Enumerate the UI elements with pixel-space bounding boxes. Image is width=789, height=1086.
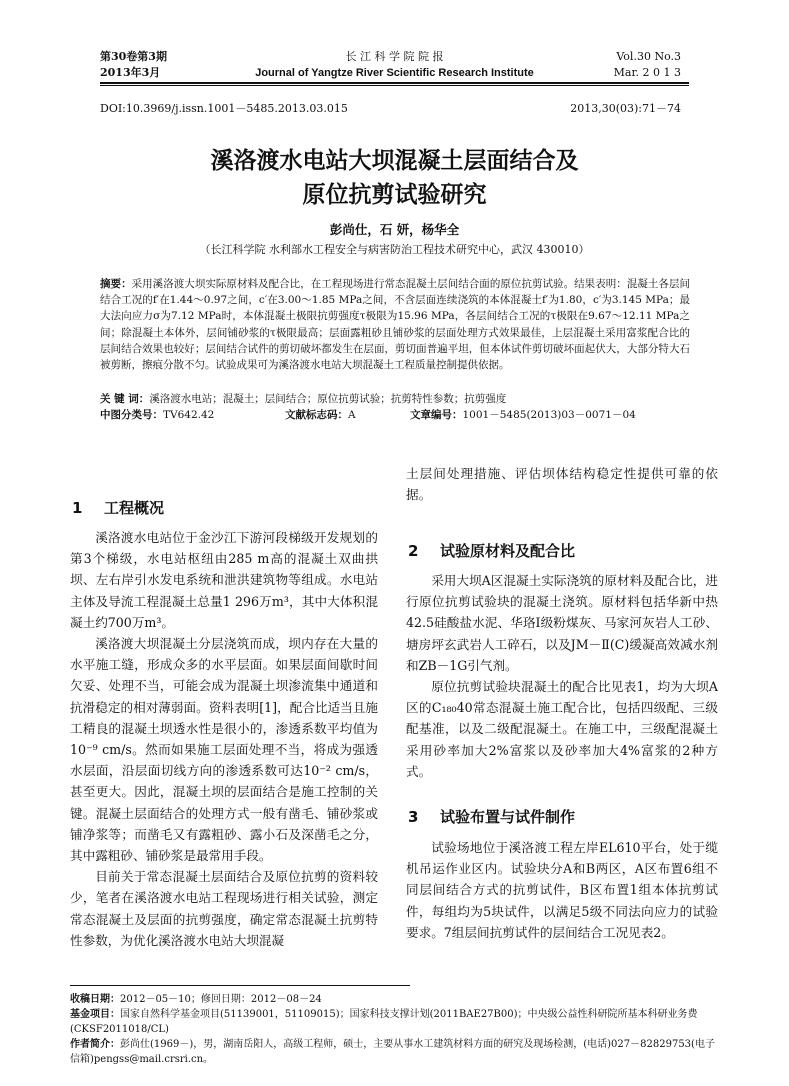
paragraph: 试验场地位于溪洛渡工程左岸EL610平台，处于缆机吊运作业区内。试验块分A和B两区，A区布置6组不同层间结合方式的抗剪试件，B区布置1组本体抗剪试件，每组均为5块试件，以满足5级不同法向应力的试验要求。7组层间抗剪试件的层间结合工况见表2。 [406, 840, 718, 940]
section-2-number: 2 [408, 542, 419, 560]
paragraph: 溪洛渡大坝混凝土分层浇筑而成，坝内存在大量的水平施工缝，形成众多的水平层面。如果层面间歇时间欠妥、处理不当，可能会成为混凝土坝渗流集中通道和抗滑稳定的相对薄弱面。资料表明[1]，配合比适当且施工精良的混凝土坝透水性是很小的，渗透系数平均值为10⁻⁹ cm/s。然而如果施工层面处理不当，将成为强透水层面，沿层面切线方向的渗透系数可达10⁻² cm/s，甚至更大。因此，混凝土坝的层面结合是施工控制的关键。混凝土层面结合的处理方式一般有凿毛、铺砂浆或铺净浆等；而凿毛又有露粗砂、露小石及深凿毛之分，其中露粗砂、铺砂浆是最常用手段。 [70, 636, 378, 864]
paragraph: 溪洛渡水电站位于金沙江下游河段梯级开发规划的第3个梯级，水电站枢纽由285 m高的混凝土双曲拱坝、左右岸引水发电系统和泄洪建筑物等组成。水电站主体及导流工程混凝土总量1 296万m³，其中大体积混凝土约700万m³。 [70, 530, 378, 630]
section-1-heading [72, 497, 164, 518]
article-number-label: 文章编号： [410, 409, 463, 421]
keywords [100, 391, 690, 407]
paragraph: 土层间处理措施、评估坝体结构稳定性提供可靠的依据。 [406, 466, 718, 503]
header-rule-thin [100, 85, 689, 86]
author-bio-label: 作者简介： [70, 1039, 120, 1050]
author-bio [70, 1037, 718, 1067]
paragraph: 采用大坝A区混凝土实际浇筑的原材料及配合比，进行原位抗剪试验块的混凝土浇筑。原材料包括华新中热42.5硅酸盐水泥、华珞Ⅰ级粉煤灰、马家河灰岩人工砂、塘房坪玄武岩人工碎石，以及JM－Ⅱ(C)缓凝高效减水剂和ZB－1G引气剂。 [406, 573, 718, 673]
doc-code [285, 407, 356, 423]
fund-info [70, 1007, 718, 1037]
right-column-section-3 [406, 837, 718, 943]
section-3-number: 3 [408, 808, 419, 826]
right-column-top [406, 463, 718, 505]
doi: DOI:10.3969/j.issn.1001－5485.2013.03.015 [100, 102, 348, 115]
footnote-rule [70, 985, 410, 986]
header-date-en: Mar. 2 0 1 3 [613, 66, 681, 79]
paragraph: 原位抗剪试验块混凝土的配合比见表1，均为大坝A区的C₁₈₀40常态混凝土施工配合比，包括四级配、三级配基准，以及二级配混凝土。在施工中，三级配混凝土采用砂率加大2%富浆以及砂率加大4%富浆的2种方式。 [406, 679, 718, 779]
clc [100, 407, 214, 423]
section-1-title: 工程概况 [104, 499, 165, 517]
received-label: 收稿日期： [70, 994, 120, 1005]
section-2-title: 试验原材料及配合比 [440, 542, 576, 560]
left-column [70, 527, 378, 951]
section-2-heading [408, 540, 575, 561]
doc-code-label: 文献标志码： [285, 409, 348, 421]
abstract-text: 采用溪洛渡大坝实际原材料及配合比，在工程现场进行常态混凝土层间结合面的原位抗剪试验。结果表明：混凝土各层间结合工况的f′在1.44～0.97之间，c′在3.00～1.85 MPa之间，不含层面连续浇筑的本体混凝土f′为1.80，c′为3.145 MPa；最大法向应力σ为7.12 MPa时，本体混凝土极限抗剪强度τ极限为15.96 MPa，各层间结合工况的τ极限在9.67～12.11 MPa之间；除混凝土本体外，层间铺砂浆的τ极限最高；层面露粗砂且铺砂浆的层面处理方式效果最佳，上层混凝土采用富浆配合比的层间结合效果也较好；层间结合试件的剪切破坏都发生在层面，剪切面普遍平坦，但本体试件剪切破坏面起伏大，大部分特大石被剪断，擦痕分散不匀。试验成果可为溪洛渡水电站大坝混凝土工程质量控制提供依据。 [100, 278, 690, 372]
section-3-heading [408, 806, 575, 827]
section-3-title: 试验布置与试件制作 [440, 808, 576, 826]
abstract-label: 摘要： [100, 278, 132, 290]
fund-label: 基金项目： [70, 1009, 120, 1020]
clc-label: 中图分类号： [100, 409, 163, 421]
keywords-text: 溪洛渡水电站；混凝土；层间结合；原位抗剪试验；抗剪特性参数；抗剪强度 [149, 393, 507, 405]
title-line-1: 溪洛渡水电站大坝混凝土层面结合及 [210, 148, 579, 174]
header-journal-en: Journal of Yangtze River Scientific Research Institute [255, 67, 534, 79]
author-bio-value: 彭尚仕(1969－)，男，湖南岳阳人，高级工程师，硕士，主要从事水工建筑材料方面的研究及现场检测，(电话)027－82829753(电子信箱)pengss@mail.crsri.cn。 [70, 1039, 715, 1065]
paragraph: 目前关于常态混凝土层面结合及原位抗剪的资料较少，笔者在溪洛渡水电站工程现场进行相关试验，测定常态混凝土及层面的抗剪强度，确定常态混凝土抗剪特性参数，为优化溪洛渡水电站大坝混凝 [70, 869, 378, 948]
header-journal-cn: 长 江 科 学 院 院 报 [345, 50, 444, 63]
keywords-label: 关 键 词： [100, 393, 150, 405]
authors: 彭尚仕，石 妍，杨华全 [329, 222, 460, 237]
affiliation: （长江科学院 水利部水工程安全与病害防治工程技术研究中心，武汉 430010） [199, 243, 590, 256]
received-date [70, 992, 718, 1007]
clc-value: TV642.42 [163, 409, 215, 421]
footnotes [70, 992, 718, 1067]
header-volume-en: Vol.30 No.3 [616, 50, 681, 63]
citation: 2013,30(03):71－74 [570, 102, 681, 115]
header-volume-cn: 第30卷第3期 [100, 50, 167, 63]
header-rule [100, 82, 689, 84]
article-number [410, 407, 636, 423]
header-date-cn: 2013年3月 [100, 66, 161, 79]
abstract [100, 276, 690, 373]
section-1-number: 1 [72, 499, 83, 517]
right-column-section-2 [406, 570, 718, 782]
fund-value: 国家自然科学基金项目(51139001，51109015)；国家科技支撑计划(2011BAE27B00)；中央级公益性科研院所基本科研业务费(CKSF2011018/CL) [70, 1009, 698, 1035]
article-number-value: 1001－5485(2013)03－0071－04 [462, 409, 636, 421]
doc-code-value: A [348, 409, 356, 421]
received-value: 2012－05－10；修回日期：2012－08－24 [120, 994, 322, 1005]
title-line-2: 原位抗剪试验研究 [302, 182, 487, 208]
